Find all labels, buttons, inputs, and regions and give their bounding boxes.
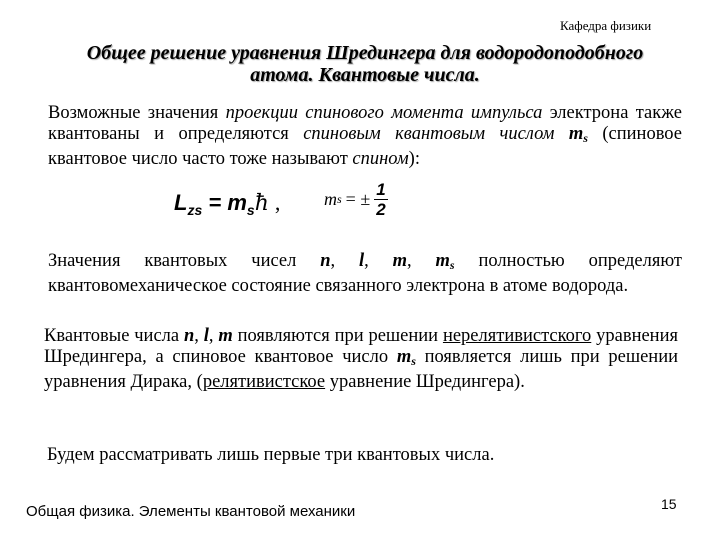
p1-symbol-ms: m xyxy=(554,124,584,144)
p3-ms-sub: s xyxy=(411,354,416,368)
p3-l: l xyxy=(203,326,209,346)
department-label: Кафедра физики xyxy=(560,18,652,33)
p1-term-projection: проекции спинового момента импульса xyxy=(225,103,543,123)
p2-ms: m xyxy=(435,251,450,271)
formula-ms xyxy=(324,180,388,219)
p1-term-spin-number: спиновым квантовым числом xyxy=(303,124,555,144)
p2-c3: , xyxy=(407,251,436,271)
f2-fraction xyxy=(374,180,387,219)
f1-eq: = m xyxy=(202,190,247,215)
p3-c2: , xyxy=(208,326,219,346)
p3-c1: , xyxy=(194,326,204,346)
f1-m-sub: s xyxy=(246,202,255,218)
p1-text-1: Возможные значения xyxy=(48,103,226,123)
p2-m: m xyxy=(392,251,408,271)
f1-L: L xyxy=(174,190,188,215)
f1-L-sub: zs xyxy=(187,202,203,218)
p1-text-3: (спиновое квантовое число часто тоже называют xyxy=(48,124,682,169)
p3-ms: m xyxy=(396,347,412,367)
p2-n: n xyxy=(320,251,331,271)
p2-text-2: полностью определяют квантовомеханическое состояние связанного электрона в атоме водорода. xyxy=(48,251,682,296)
paragraph-dirac xyxy=(44,326,678,393)
paragraph-first-three: Будем рассматривать лишь первые три квантовых числа. xyxy=(47,445,495,465)
p2-ms-sub: s xyxy=(449,258,455,272)
slide-title xyxy=(40,42,690,86)
f2-m-sub: s xyxy=(337,192,342,206)
p3-m: m xyxy=(218,326,233,346)
f2-numerator: 1 xyxy=(376,180,386,199)
paragraph-quantum-state xyxy=(48,251,682,297)
p2-l: l xyxy=(359,251,365,271)
p3-text-5: уравнение Шредингера). xyxy=(325,372,525,392)
p1-text-2: электрона также квантованы и определяются xyxy=(48,103,682,144)
p3-relativistic: релятивистское xyxy=(202,372,326,392)
formula-lzs xyxy=(174,190,280,218)
f1-hbar: ħ xyxy=(254,191,269,216)
p1-term-spin: спином xyxy=(352,149,409,169)
f2-denominator: 2 xyxy=(376,200,386,219)
f2-m: m xyxy=(324,189,337,209)
f1-comma: , xyxy=(274,190,281,215)
p3-text-3: уравнения Шредингера, а спиновое квантовое число xyxy=(44,326,678,367)
p2-c1: , xyxy=(330,251,360,271)
p3-nonrelativistic: нерелятивистского xyxy=(442,326,592,346)
p1-symbol-ms-sub: s xyxy=(583,131,588,145)
p2-text-1: Значения квантовых чисел xyxy=(48,251,321,271)
p3-text-2: появляются при решении xyxy=(232,326,443,346)
p3-n: n xyxy=(183,326,195,346)
paragraph-spin-projection xyxy=(48,103,682,170)
title-line-1: Общее решение уравнения Шредингера для водородоподобного xyxy=(86,42,644,64)
title-line-2: атома. Квантовые числа. xyxy=(250,64,480,86)
p2-c2: , xyxy=(364,251,393,271)
page-number: 15 xyxy=(661,496,677,512)
p3-text-1: Квантовые числа xyxy=(44,326,184,346)
p3-text-4: появляется лишь при решении уравнения Дирака, ( xyxy=(44,347,678,392)
footer-course-title: Общая физика. Элементы квантовой механики xyxy=(26,503,356,520)
p1-text-4: ): xyxy=(408,149,420,169)
f2-eq: = ± xyxy=(345,189,371,209)
